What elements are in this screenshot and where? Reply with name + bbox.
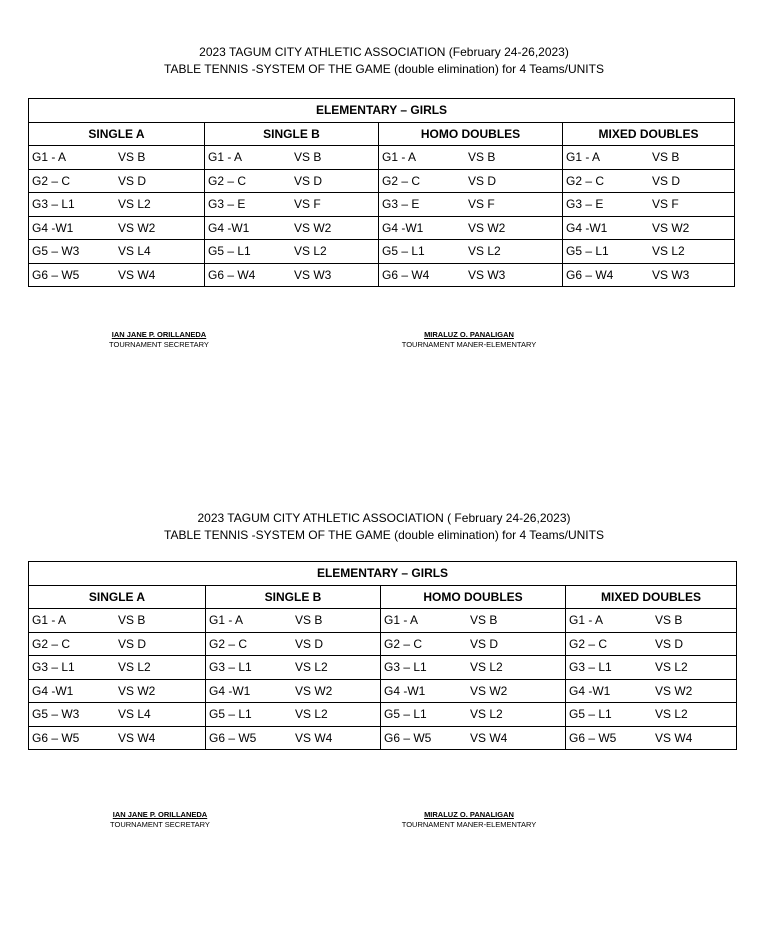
versus-label: VS W4 [118, 267, 156, 282]
doc-title-line-2: TABLE TENNIS -SYSTEM OF THE GAME (double elimination) for 4 Teams/UNITS [164, 62, 604, 76]
match-cell [29, 609, 206, 633]
match-cell [381, 703, 566, 727]
game-label: G4 -W1 [32, 683, 74, 698]
game-label: G5 – W3 [32, 244, 80, 259]
game-label: G6 – W5 [32, 267, 80, 282]
versus-label: VS L2 [652, 244, 685, 259]
versus-label: VS D [118, 636, 147, 651]
match-cell [29, 726, 206, 750]
match-cell [29, 703, 206, 727]
game-label: G1 - A [32, 150, 67, 165]
game-label: G6 – W5 [569, 730, 617, 745]
game-label: G2 – C [208, 173, 247, 188]
match-cell [563, 216, 735, 240]
versus-label: VS B [655, 613, 683, 628]
game-label: G1 - A [569, 613, 604, 628]
match-cell [205, 216, 379, 240]
game-label: G2 – C [569, 636, 608, 651]
versus-label: VS L2 [118, 660, 151, 675]
column-header: MIXED DOUBLES [566, 585, 737, 609]
versus-label: VS D [652, 173, 681, 188]
versus-label: VS D [655, 636, 684, 651]
match-cell [379, 263, 563, 287]
signature-secretary [95, 330, 223, 350]
game-label: G6 – W4 [382, 267, 430, 282]
match-cell [29, 169, 205, 193]
table-row [29, 169, 735, 193]
versus-label: VS L4 [118, 244, 151, 259]
match-cell [29, 240, 205, 264]
match-cell [566, 632, 737, 656]
versus-label: VS B [294, 150, 322, 165]
game-label: G1 - A [384, 613, 419, 628]
versus-label: VS W2 [652, 220, 690, 235]
versus-label: VS D [295, 636, 324, 651]
match-cell [29, 216, 205, 240]
match-cell [205, 193, 379, 217]
table-header: ELEMENTARY – GIRLS [29, 562, 737, 586]
match-cell [566, 726, 737, 750]
game-label: G3 – E [566, 197, 604, 212]
game-label: G1 - A [208, 150, 243, 165]
column-header: SINGLE B [205, 122, 379, 146]
game-label: G2 – C [32, 636, 71, 651]
game-label: G3 – L1 [32, 197, 75, 212]
table-row [29, 146, 735, 170]
game-label: G5 – W3 [32, 707, 80, 722]
versus-label: VS W2 [295, 683, 333, 698]
match-cell [379, 193, 563, 217]
table-row [29, 726, 737, 750]
table-row [29, 703, 737, 727]
signatory-role: TOURNAMENT SECRETARY [109, 340, 209, 349]
versus-label: VS L2 [655, 707, 688, 722]
match-cell [381, 632, 566, 656]
game-label: G5 – L1 [382, 244, 425, 259]
table-row [29, 656, 737, 680]
versus-label: VS W4 [655, 730, 693, 745]
column-header: SINGLE B [206, 585, 381, 609]
game-label: G3 – L1 [384, 660, 427, 675]
schedule-table [28, 98, 735, 287]
game-label: G5 – L1 [209, 707, 252, 722]
versus-label: VS W4 [118, 730, 156, 745]
signatory-role: TOURNAMENT MANER-ELEMENTARY [401, 340, 537, 349]
versus-label: VS W2 [294, 220, 332, 235]
table-row [29, 240, 735, 264]
doc-title-line-1: 2023 TAGUM CITY ATHLETIC ASSOCIATION (February 24-26,2023) [199, 45, 569, 59]
game-label: G3 – L1 [209, 660, 252, 675]
column-header: SINGLE A [29, 585, 206, 609]
game-label: G6 – W5 [209, 730, 257, 745]
signature-manager [388, 330, 550, 350]
game-label: G1 - A [32, 613, 67, 628]
game-label: G4 -W1 [208, 220, 250, 235]
match-cell [379, 169, 563, 193]
game-label: G2 – C [382, 173, 421, 188]
match-cell [563, 146, 735, 170]
versus-label: VS L2 [295, 707, 328, 722]
match-cell [206, 656, 381, 680]
game-label: G3 – E [208, 197, 246, 212]
game-label: G1 - A [209, 613, 244, 628]
match-cell [566, 609, 737, 633]
versus-label: VS W4 [470, 730, 508, 745]
versus-label: VS B [118, 150, 146, 165]
match-cell [379, 240, 563, 264]
match-cell [566, 703, 737, 727]
versus-label: VS D [468, 173, 497, 188]
game-label: G1 - A [566, 150, 601, 165]
game-label: G4 -W1 [566, 220, 608, 235]
game-label: G6 – W5 [384, 730, 432, 745]
game-label: G4 -W1 [32, 220, 74, 235]
versus-label: VS D [118, 173, 147, 188]
signatory-name: IAN JANE P. ORILLANEDA [112, 810, 208, 819]
table-header: ELEMENTARY – GIRLS [29, 99, 735, 123]
game-label: G6 – W4 [566, 267, 614, 282]
match-cell [29, 263, 205, 287]
versus-label: VS B [295, 613, 323, 628]
versus-label: VS B [468, 150, 496, 165]
match-cell [566, 679, 737, 703]
game-label: G1 - A [382, 150, 417, 165]
versus-label: VS L2 [294, 244, 327, 259]
versus-label: VS L2 [118, 197, 151, 212]
signatory-name: IAN JANE P. ORILLANEDA [111, 330, 207, 339]
game-label: G4 -W1 [382, 220, 424, 235]
versus-label: VS D [294, 173, 323, 188]
match-cell [205, 263, 379, 287]
column-header: HOMO DOUBLES [381, 585, 566, 609]
versus-label: VS B [118, 613, 146, 628]
versus-label: VS W2 [118, 220, 156, 235]
versus-label: VS W4 [295, 730, 333, 745]
table-row [29, 609, 737, 633]
match-cell [381, 609, 566, 633]
column-header: HOMO DOUBLES [379, 122, 563, 146]
doc-title-line-1: 2023 TAGUM CITY ATHLETIC ASSOCIATION ( February 24-26,2023) [197, 511, 571, 525]
game-label: G6 – W4 [208, 267, 256, 282]
table-row [29, 263, 735, 287]
game-label: G4 -W1 [209, 683, 251, 698]
signature-manager [388, 810, 550, 830]
game-label: G3 – L1 [569, 660, 612, 675]
versus-label: VS F [294, 197, 321, 212]
versus-label: VS D [470, 636, 499, 651]
versus-label: VS W2 [118, 683, 156, 698]
signatory-role: TOURNAMENT MANER-ELEMENTARY [401, 820, 537, 829]
match-cell [381, 679, 566, 703]
table-row [29, 679, 737, 703]
game-label: G2 – C [32, 173, 71, 188]
versus-label: VS F [468, 197, 495, 212]
versus-label: VS W3 [652, 267, 690, 282]
versus-label: VS W2 [470, 683, 508, 698]
match-cell [29, 679, 206, 703]
versus-label: VS L2 [468, 244, 501, 259]
versus-label: VS F [652, 197, 679, 212]
column-header: SINGLE A [29, 122, 205, 146]
versus-label: VS L2 [470, 707, 503, 722]
match-cell [206, 609, 381, 633]
game-label: G3 – L1 [32, 660, 75, 675]
signatory-role: TOURNAMENT SECRETARY [110, 820, 210, 829]
match-cell [379, 216, 563, 240]
match-cell [29, 193, 205, 217]
game-label: G5 – L1 [569, 707, 612, 722]
versus-label: VS L2 [655, 660, 688, 675]
game-label: G6 – W5 [32, 730, 80, 745]
match-cell [205, 240, 379, 264]
table-row [29, 193, 735, 217]
versus-label: VS B [470, 613, 498, 628]
versus-label: VS L4 [118, 707, 151, 722]
signatory-name: MIRALUZ O. PANALIGAN [424, 810, 514, 819]
match-cell [566, 656, 737, 680]
table-row [29, 632, 737, 656]
versus-label: VS W2 [655, 683, 693, 698]
versus-label: VS W3 [294, 267, 332, 282]
match-cell [205, 169, 379, 193]
versus-label: VS B [652, 150, 680, 165]
match-cell [206, 632, 381, 656]
game-label: G5 – L1 [384, 707, 427, 722]
match-cell [381, 656, 566, 680]
match-cell [29, 656, 206, 680]
match-cell [563, 263, 735, 287]
table-row [29, 216, 735, 240]
game-label: G4 -W1 [384, 683, 426, 698]
game-label: G2 – C [566, 173, 605, 188]
column-header: MIXED DOUBLES [563, 122, 735, 146]
versus-label: VS L2 [470, 660, 503, 675]
match-cell [206, 703, 381, 727]
versus-label: VS W3 [468, 267, 506, 282]
match-cell [205, 146, 379, 170]
versus-label: VS W2 [468, 220, 506, 235]
match-cell [563, 240, 735, 264]
match-cell [563, 193, 735, 217]
game-label: G5 – L1 [208, 244, 251, 259]
match-cell [206, 679, 381, 703]
game-label: G2 – C [384, 636, 423, 651]
match-cell [29, 632, 206, 656]
match-cell [29, 146, 205, 170]
signature-secretary [96, 810, 224, 830]
game-label: G3 – E [382, 197, 420, 212]
match-cell [206, 726, 381, 750]
game-label: G2 – C [209, 636, 248, 651]
game-label: G5 – L1 [566, 244, 609, 259]
schedule-table [28, 561, 737, 750]
match-cell [379, 146, 563, 170]
game-label: G4 -W1 [569, 683, 611, 698]
doc-title-line-2: TABLE TENNIS -SYSTEM OF THE GAME (double elimination) for 4 Teams/UNITS [164, 528, 604, 542]
versus-label: VS L2 [295, 660, 328, 675]
match-cell [563, 169, 735, 193]
match-cell [381, 726, 566, 750]
signatory-name: MIRALUZ O. PANALIGAN [424, 330, 514, 339]
